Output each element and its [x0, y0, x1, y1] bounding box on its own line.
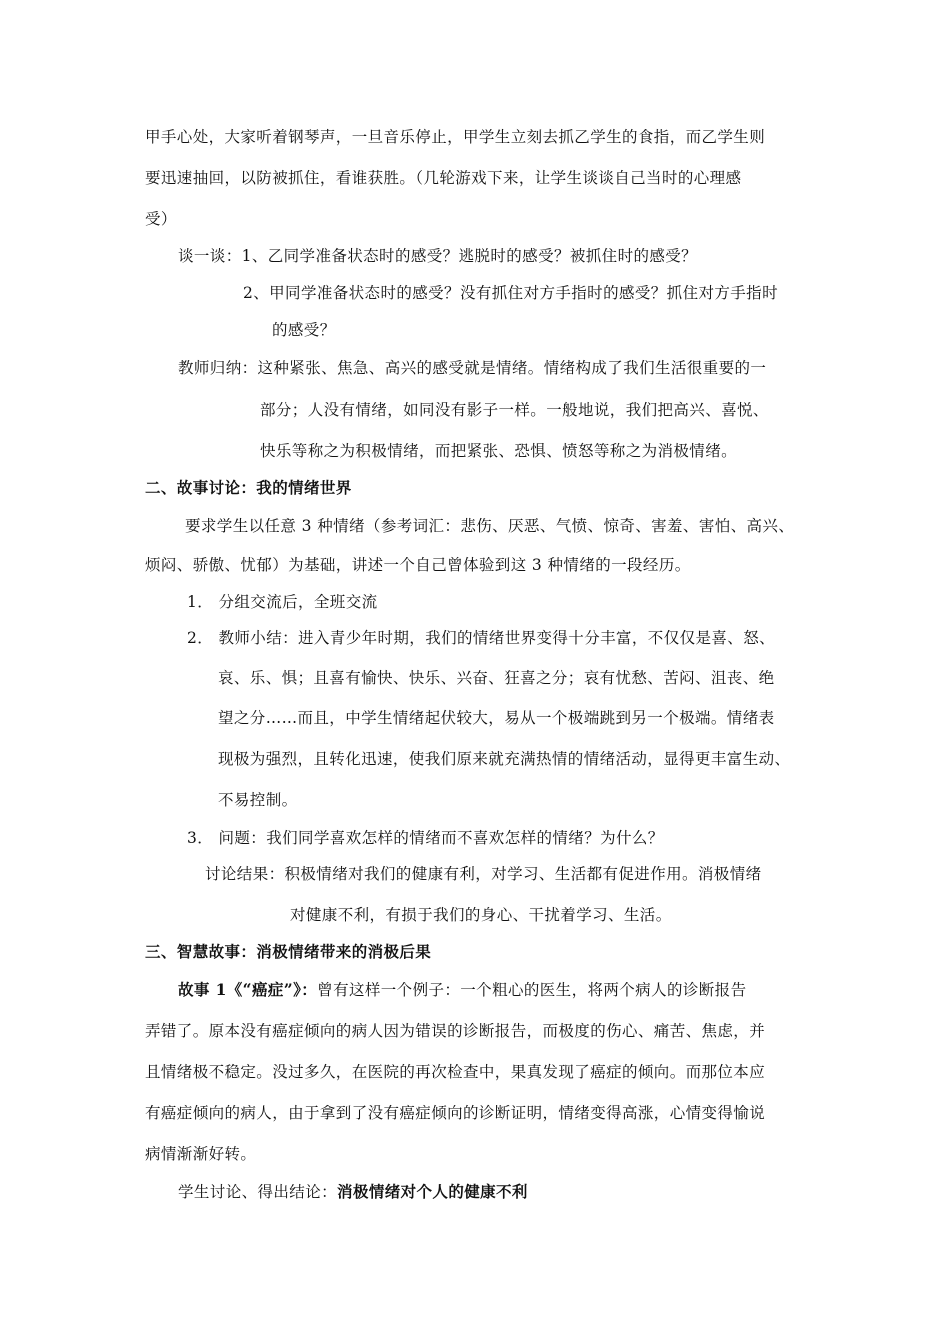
text-line: 3． 问题：我们同学喜欢怎样的情绪而不喜欢怎样的情绪？为什么？ [187, 829, 664, 847]
text-line: 哀、乐、惧；且喜有愉快、快乐、兴奋、狂喜之分；哀有忧愁、苦闷、沮丧、绝 [218, 669, 775, 687]
text-line: 要迅速抽回，以防被抓住，看谁获胜。（几轮游戏下来，让学生谈谈自己当时的心理感 [145, 169, 742, 187]
text-line: 的感受？ [272, 321, 336, 339]
text-line: 受） [145, 210, 177, 228]
conclusion-text: 消极情绪对个人的健康不利 [337, 1182, 528, 1201]
text-line: 烦闷、骄傲、忧郁）为基础，讲述一个自己曾体验到这 3 种情绪的一段经历。 [145, 556, 691, 574]
text-line: 且情绪极不稳定。没过多久，在医院的再次检查中，果真发现了癌症的倾向。而那位本应 [145, 1063, 766, 1081]
text-line: 2、甲同学准备状态时的感受？没有抓住对方手指时的感受？抓住对方手指时 [243, 284, 778, 302]
text-line: 讨论结果：积极情绪对我们的健康有利，对学习、生活都有促进作用。消极情绪 [205, 865, 762, 883]
text-line: 现极为强烈，且转化迅速，使我们原来就充满热情的情绪活动，显得更丰富生动、 [218, 750, 791, 768]
text-line: 病情渐渐好转。 [145, 1145, 257, 1163]
text-line: 部分；人没有情绪，如同没有影子一样。一般地说，我们把高兴、喜悦、 [260, 401, 769, 419]
section-heading: 二、故事讨论：我的情绪世界 [145, 478, 352, 497]
story-line [178, 980, 746, 1000]
text-line: 望之分……而且，中学生情绪起伏较大，易从一个极端跳到另一个极端。情绪表 [218, 709, 775, 727]
text-line: 教师归纳：这种紧张、焦急、高兴的感受就是情绪。情绪构成了我们生活很重要的一 [178, 359, 767, 377]
text-line: 谈一谈：1、乙同学准备状态时的感受？逃脱时的感受？被抓住时的感受？ [178, 247, 698, 265]
text-line: 1． 分组交流后，全班交流 [187, 593, 378, 611]
section-heading: 三、智慧故事：消极情绪带来的消极后果 [145, 942, 432, 961]
story-text: 曾有这样一个例子：一个粗心的医生，将两个病人的诊断报告 [317, 981, 747, 999]
text-line: 2． 教师小结：进入青少年时期，我们的情绪世界变得十分丰富，不仅仅是喜、怒、 [187, 629, 775, 647]
text-line: 有癌症倾向的病人，由于拿到了没有癌症倾向的诊断证明，情绪变得高涨，心情变得愉说 [145, 1104, 766, 1122]
text-line: 要求学生以任意 3 种情绪（参考词汇：悲伤、厌恶、气愤、惊奇、害羞、害怕、高兴、 [185, 517, 795, 535]
text-line: 对健康不利，有损于我们的身心、干扰着学习、生活。 [290, 906, 672, 924]
text-line: 不易控制。 [218, 791, 298, 809]
story-title: 故事 1《“癌症”》： [178, 980, 318, 999]
text-line: 快乐等称之为积极情绪，而把紧张、恐惧、愤怒等称之为消极情绪。 [260, 442, 738, 460]
text-line: 甲手心处，大家听着钢琴声，一旦音乐停止，甲学生立刻去抓乙学生的食指，而乙学生则 [145, 128, 766, 146]
conclusion-label: 学生讨论、得出结论： [178, 1183, 338, 1201]
conclusion-line [178, 1182, 528, 1202]
text-line: 弄错了。原本没有癌症倾向的病人因为错误的诊断报告，而极度的伤心、痛苦、焦虑，并 [145, 1022, 766, 1040]
